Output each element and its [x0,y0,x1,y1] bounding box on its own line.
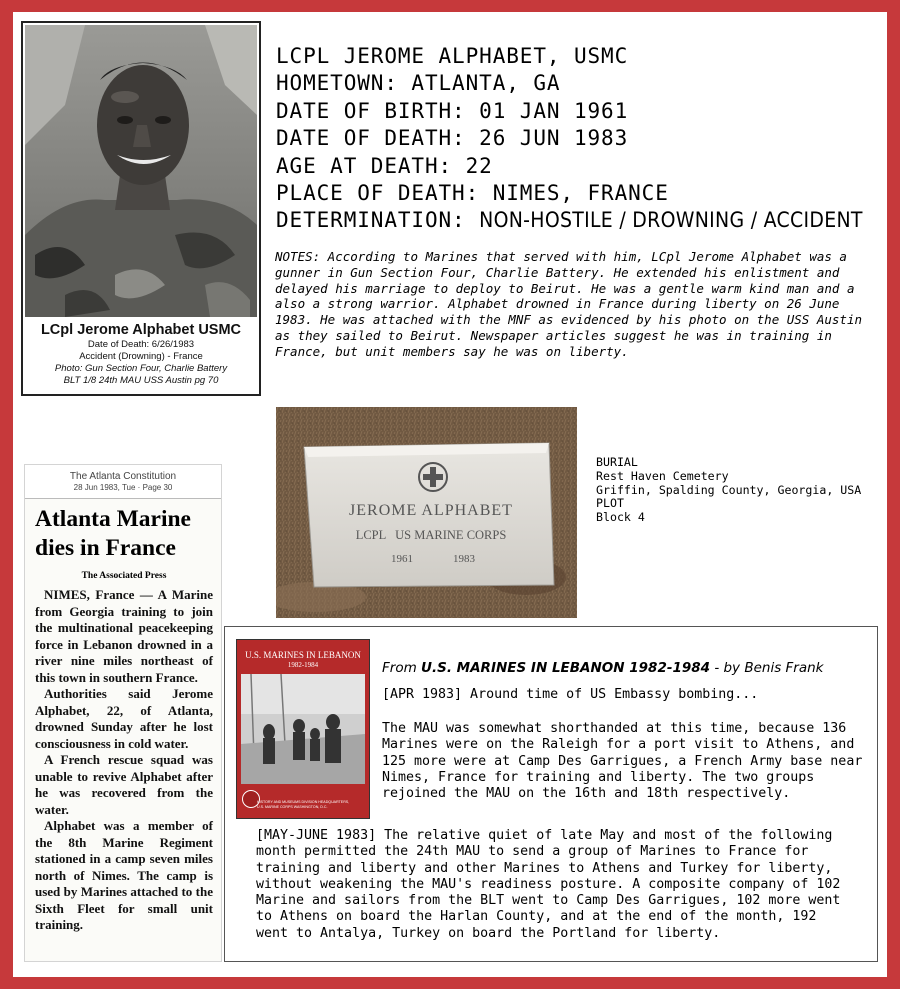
citation-title: U.S. MARINES IN LEBANON 1982-1984 [421,660,711,676]
portrait-photo-credit: Photo: Gun Section Four, Charlie Battery [54,363,228,374]
portrait-caption [23,321,259,387]
header-age: AGE AT DEATH: 22 [276,153,493,178]
book-cover [236,639,370,819]
portrait-date-of-death: Date of Death: 6/26/1983 [87,339,195,350]
burial-heading: BURIAL [596,455,638,469]
clipping-paragraph: Alphabet was a member of the 8th Marine Regiment stationed in a camp seven miles north of Nimes. The camp is used by Marines attached to the Sixth Fleet for small unit training. [35,818,213,932]
header-name: LCPL JEROME ALPHABET, USMC [276,44,629,68]
header-date-of-death: DATE OF DEATH: 26 JUN 1983 [276,126,629,151]
burial-info [596,456,861,525]
clipping-date: 28 Jun 1983, Tue · Page 30 [73,483,173,492]
burial-plot: Block 4 [596,510,645,525]
portrait-unit: BLT 1/8 24th MAU USS Austin pg 70 [63,375,219,386]
clipping-paragraph: A French rescue squad was unable to revive Alphabet after he was recovered from the water. [35,752,213,817]
book-cover-years: 1982-1984 [287,661,319,669]
portrait-name: LCpl Jerome Alphabet USMC [40,322,242,338]
book-cover-title: U.S. MARINES IN LEBANON [245,650,361,660]
clipping-paragraph: Authorities said Jerome Alphabet, 22, of Atlanta, drowned Sunday after he lost consciousness in cold water. [35,686,213,751]
portrait-card [21,21,261,396]
apr-heading: [APR 1983] Around time of US Embassy bombing... [382,687,759,702]
headstone-photo [276,407,577,618]
book-cover-footer: HISTORY AND MUSEUMS DIVISION HEADQUARTERS, U.S. MARINE CORPS WASHINGTON, D.C. [257,800,350,809]
burial-cemetery: Rest Haven Cemetery [596,468,729,483]
clipping-source: The Atlanta Constitution [69,471,177,482]
clipping-paragraph: NIMES, France — A Marine from Georgia training to join the multinational peacekeeping force in Lebanon drowned in a river nine miles northeast of this town in southern France. [35,587,213,685]
clipping-header [25,465,221,499]
may-june-paragraph: [MAY-JUNE 1983] The relative quiet of late May and most of the following month permitted the 24th MAU to send a group of Marines to France for training and liberty and other Marines to Athens and Turkey for liberty, without weakening the MAU's readiness posture. A composite company of 102 Marine and sailors from the BLT went to Camp Des Garrigues, 102 more went to Athens on board the Harlan County, and at the end of the month, 192 went to Antalya, Turkey on board the Portland for liberty. [256,828,841,941]
memorial-page [13,12,887,977]
header-place-of-death: PLACE OF DEATH: NIMES, FRANCE [276,181,669,206]
header-determination [276,207,863,234]
clipping-byline: The Associated Press [81,571,167,581]
service-record-header [276,43,863,235]
determination-value: NON-HOSTILE / DROWNING / ACCIDENT [479,208,863,233]
citation-prefix: From [382,660,417,676]
headstone-rank: LCPL US MARINE CORPS [355,528,507,542]
clipping-headline: Atlanta Marine dies in France [35,506,191,561]
burial-plot-label: PLOT [596,496,624,511]
header-hometown: HOMETOWN: ATLANTA, GA [276,71,561,96]
book-cover-photo [241,674,365,784]
apr-paragraph: The MAU was somewhat shorthanded at this time, because 136 Marines were on the Raleigh for a port visit to Athens, and 125 more were at Camp Des Garrigues, a French Army base near Nimes, France for training and liberty. The two groups rejoined the MAU on the 16th and 18th respectively. [382,721,863,802]
clipping-body [25,499,221,962]
headstone-name: JEROME ALPHABET [349,502,513,519]
book-citation [382,660,824,676]
determination-label: DETERMINATION: [276,208,466,233]
portrait-photo [25,25,257,317]
newspaper-clipping [24,464,222,962]
headstone-death-year: 1983 [453,553,475,565]
book-excerpt-box [224,626,878,962]
citation-author: - by Benis Frank [714,660,824,676]
notes-paragraph: NOTES: According to Marines that served with him, LCpl Jerome Alphabet was a gunner in Gun Section Four, Charlie Battery. He extended his enlistment and delayed his marriage to deploy to Beirut. He was a gentle warm kind man and a also a strong warrior. Alphabet drowned in France during liberty on 26 June 1983. He was attached with the MNF as evidenced by his photo on the USS Austin as they sailed to Beirut. Newspaper articles suggest he was in training in France, but unit members say he was on liberty. [275,249,862,359]
portrait-cause: Accident (Drowning) - France [79,351,203,362]
header-date-of-birth: DATE OF BIRTH: 01 JAN 1961 [276,98,629,123]
burial-location: Griffin, Spalding County, Georgia, USA [596,482,862,497]
headstone-birth-year: 1961 [391,553,413,565]
